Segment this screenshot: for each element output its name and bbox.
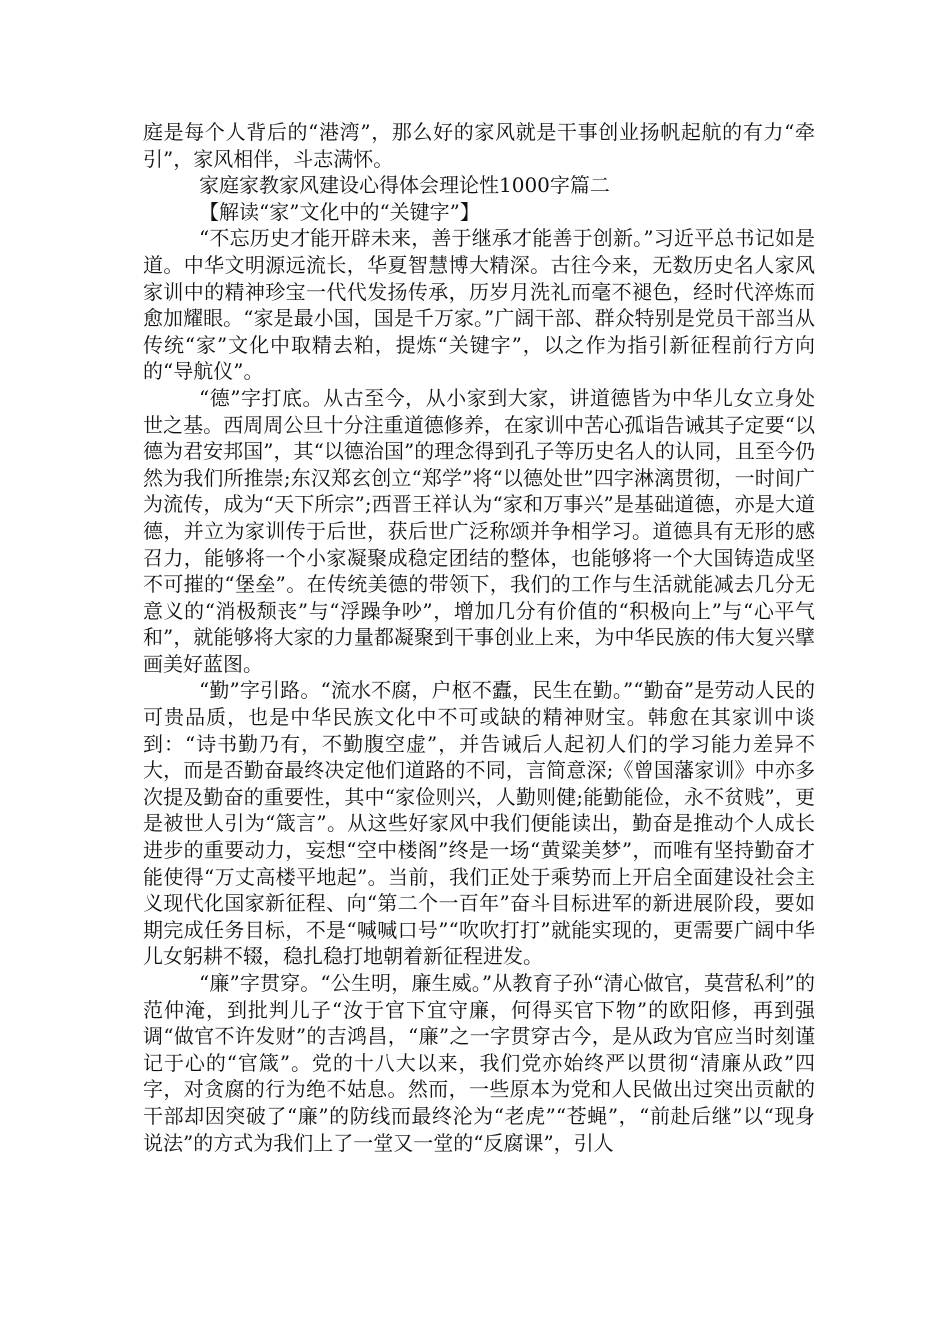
document-body [143,119,815,1156]
paragraph-de: “德”字打底。从古至今，从小家到大家，讲道德皆为中华儿女立身处世之基。西周周公旦十分注重道德修养，在家训中苦心孤诣告诫其子定要“以德为君安邦国”，其“以德治国”的理念得到孔子等历史名人的认同，且至今仍然为我们所推崇;东汉郑玄创立“郑学”将“以德处世”四字淋漓贯彻，一时间广为流传，成为“天下所宗”;西晋王祥认为“家和万事兴”是基础道德，亦是大道德，并立为家训传于后世，获后世广泛称颂并争相学习。道德具有无形的感召力，能够将一个小家凝聚成稳定团结的整体，也能够将一个大国铸造成坚不可摧的“堡垒”。在传统美德的带领下，我们的工作与生活就能减去几分无意义的“消极颓丧”与“浮躁争吵”，增加几分有价值的“积极向上”与“心平气和”，就能够将大家的力量都凝聚到干事创业上来，为中华民族的伟大复兴擘画美好蓝图。 [143,385,815,676]
paragraph-qin: “勤”字引路。“流水不腐，户枢不蠹，民生在勤。”“勤奋”是劳动人民的可贵品质，也是中华民族文化中不可或缺的精神财宝。韩愈在其家训中谈到：“诗书勤乃有，不勤腹空虚”，并告诫后人起初人们的学习能力差异不大，而是否勤奋最终决定他们道路的不同，言简意深;《曾国藩家训》中亦多次提及勤奋的重要性，其中“家俭则兴，人勤则健;能勤能俭，永不贫贱”，更是被世人引为“箴言”。从这些好家风中我们便能读出，勤奋是推动个人成长进步的重要动力，妄想“空中楼阁”终是一场“黄粱美梦”，而唯有坚持勤奋才能使得“万丈高楼平地起”。当前，我们正处于乘势而上开启全面建设社会主义现代化国家新征程、向“第二个一百年”奋斗目标进军的新进展阶段，要如期完成任务目标，不是“喊喊口号”“吹吹打打”就能实现的，更需要广阔中华儿女躬耕不辍，稳扎稳打地朝着新征程进发。 [143,678,815,969]
paragraph-intro: “不忘历史才能开辟未来，善于继承才能善于创新。”习近平总书记如是道。中华文明源远流长，华夏智慧博大精深。古往今来，无数历史名人家风家训中的精神珍宝一代代发扬传承，历岁月洗礼而毫不褪色，经时代淬炼而愈加耀眼。“家是最小国，国是千万家。”广阔干部、群众特别是党员干部当从传统“家”文化中取精去粕，提炼“关键字”，以之作为指引新征程前行方向的“导航仪”。 [143,226,815,384]
section-subtitle: 【解读“家”文化中的“关键字”】 [199,199,480,224]
section-title: 家庭家教家风建设心得体会理论性1000字篇二 [199,173,610,198]
paragraph-continuation: 庭是每个人背后的“港湾”，那么好的家风就是干事创业扬帆起航的有力“牵引”，家风相伴，斗志满怀。 [143,120,815,171]
paragraph-lian: “廉”字贯穿。“公生明，廉生威。”从教育子孙“清心做官，莫营私利”的范仲淹，到批判儿子“汝于官下宜守廉，何得买官下物”的欧阳修，再到强调“做官不许发财”的吉鸿昌，“廉”之一字贯穿古今，是从政为官应当时刻谨记于心的“官箴”。党的十八大以来，我们党亦始终严以贯彻“清廉从政”四字，对贪腐的行为绝不姑息。然而，一些原本为党和人民做出过突出贡献的干部却因突破了“廉”的防线而最终沦为“老虎”“苍蝇”，“前赴后继”以“现身说法”的方式为我们上了一堂又一堂的“反腐课”，引人 [143,971,815,1155]
